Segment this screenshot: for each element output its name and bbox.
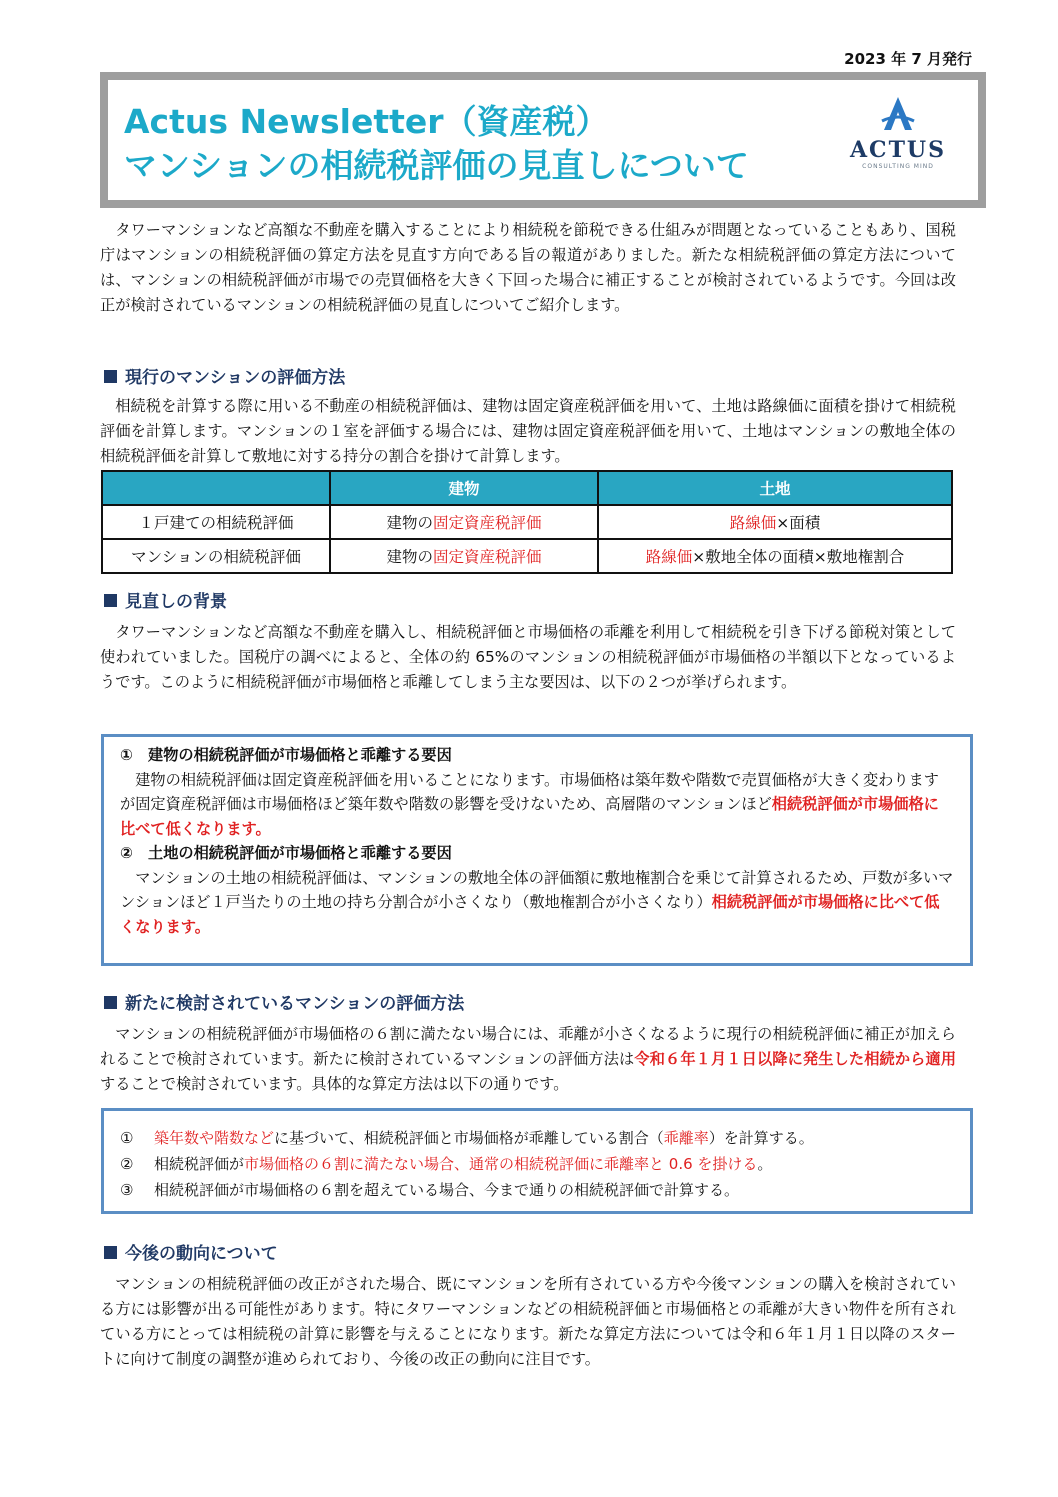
square-bullet-icon (104, 594, 117, 607)
table-header-cell: 土地 (598, 471, 952, 505)
factor-2-heading: ② 土地の相続税評価が市場価格と乖離する要因 (120, 844, 452, 862)
list-item: ② 相続税評価が市場価格の６割に満たない場合、通常の相続税評価に乖離率と 0.6 を掛ける。 (120, 1155, 773, 1173)
factor-1-heading: ① 建物の相続税評価が市場価格と乖離する要因 (120, 746, 452, 764)
list-item: ① 築年数や階数などに基づいて、相続税評価と市場価格が乖離している割合（乖離率）を計算する。 (120, 1129, 814, 1147)
calculation-steps-box (101, 1108, 973, 1214)
valuation-table (101, 470, 953, 574)
table-header-row (102, 471, 952, 505)
newsletter-header (100, 72, 986, 208)
building-cell: 建物の固定資産税評価 (330, 505, 598, 539)
actus-logo (840, 94, 956, 194)
row-label: マンションの相続税評価 (102, 539, 330, 573)
land-cell: 路線価×敷地全体の面積×敷地権割合 (598, 539, 952, 573)
table-header-cell: 建物 (330, 471, 598, 505)
title-line-2: マンションの相続税評価の見直しについて (124, 146, 749, 185)
square-bullet-icon (104, 1246, 117, 1259)
divergence-factors-box (101, 734, 973, 966)
table-row (102, 505, 952, 539)
current-method-paragraph: 相続税を計算する際に用いる不動産の相続税評価は、建物は固定資産税評価を用いて、土地は路線価に面積を掛けて相続税評価を計算します。マンションの１室を評価する場合には、建物は固定資産税評価を用いて、土地はマンションの敷地全体の相続税評価を計算して敷地に対する持分の割合を掛けて計算します。 (100, 397, 956, 465)
new-method-paragraph: マンションの相続税評価が市場価格の６割に満たない場合には、乖離が小さくなるように現行の相続税評価に補正が加えられることで検討されています。新たに検討されているマンションの評価方法は令和６年１月１日以降に発生した相続から適用することで検討されています。具体的な算定方法は以下の通りです。 (100, 1025, 957, 1093)
title-line-1: Actus Newsletter（資産税） (124, 102, 609, 141)
actus-a-icon (878, 94, 918, 134)
row-label: １戸建ての相続税評価 (102, 505, 330, 539)
section-heading-outlook: 今後の動向について (104, 1242, 278, 1266)
section-heading-current-method: 現行のマンションの評価方法 (104, 366, 345, 390)
factor-1-text: 建物の相続税評価は固定資産税評価を用いることになります。市場価格は築年数や階数で売買価格が大きく変わりますが固定資産税評価は市場価格ほど築年数や階数の影響を受けないため、高層階のマンションほど相続税評価が市場価格に比べて低くなります。 (120, 770, 939, 838)
logo-tagline: CONSULTING MIND (862, 163, 934, 170)
square-bullet-icon (104, 370, 117, 383)
section-heading-new-method: 新たに検討されているマンションの評価方法 (104, 992, 464, 1016)
building-cell: 建物の固定資産税評価 (330, 539, 598, 573)
factor-2-text: マンションの土地の相続税評価は、マンションの敷地全体の評価額に敷地権割合を乗じて計算されるため、戸数が多いマンションほど１戸当たりの土地の持ち分割合が小さくなり（敷地権割合が小さくなり）相続税評価が市場価格に比べて低くなります。 (120, 868, 954, 936)
logo-name: ACTUS (849, 137, 947, 163)
issue-date: 2023 年 7 月発行 (844, 50, 972, 68)
intro-paragraph: タワーマンションなど高額な不動産を購入することにより相続税を節税できる仕組みが問題となっていることもあり、国税庁はマンションの相続税評価の算定方法を見直す方向である旨の報道がありました。新たな相続税評価の算定方法については、マンションの相続税評価が市場での売買価格を大きく下回った場合に補正することが検討されているようです。今回は改正が検討されているマンションの相続税評価の見直しについてご紹介します。 (100, 221, 956, 314)
land-cell: 路線価×面積 (598, 505, 952, 539)
table-row (102, 539, 952, 573)
outlook-paragraph: マンションの相続税評価の改正がされた場合、既にマンションを所有されている方や今後マンションの購入を検討されている方には影響が出る可能性があります。特にタワーマンションなどの相続税評価と市場価格との乖離が大きい物件を所有されている方にとっては相続税の計算に影響を与えることになります。新たな算定方法については令和６年１月１日以降のスタートに向けて制度の調整が進められており、今後の改正の動向に注目です。 (100, 1275, 956, 1368)
section-heading-background: 見直しの背景 (104, 590, 227, 614)
square-bullet-icon (104, 996, 117, 1009)
background-paragraph: タワーマンションなど高額な不動産を購入し、相続税評価と市場価格の乖離を利用して相続税を引き下げる節税対策として使われていました。国税庁の調べによると、全体の約 65%のマンションの相続税評価が市場価格の半額以下となっているようです。このように相続税評価が市場価格と乖離してしまう主な要因は、以下の２つが挙げられます。 (100, 623, 956, 691)
table-header-cell (102, 471, 330, 505)
list-item: ③ 相続税評価が市場価格の６割を超えている場合、今まで通りの相続税評価で計算する。 (120, 1181, 740, 1199)
newsletter-title (124, 100, 749, 188)
